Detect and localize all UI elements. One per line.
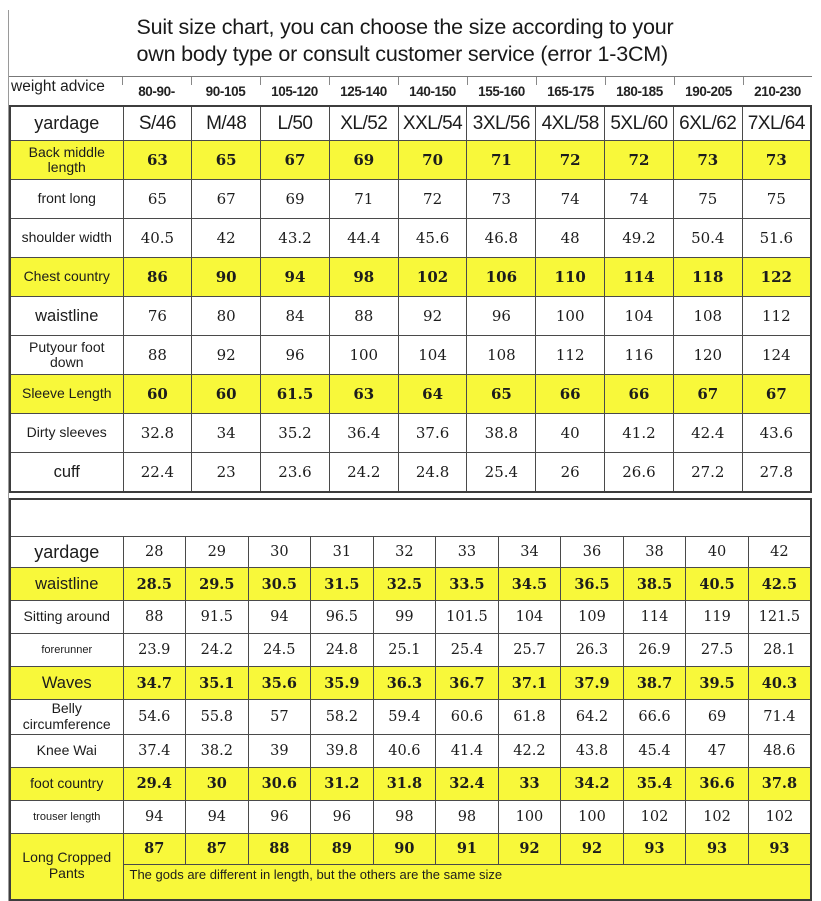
- table-cell: 26.6: [605, 453, 674, 493]
- table-cell: 66: [605, 375, 674, 414]
- spacer-cell: [10, 499, 811, 537]
- table-cell: 92: [398, 297, 467, 336]
- table-cell: 46.8: [467, 219, 536, 258]
- table-cell: 104: [605, 297, 674, 336]
- table-cell: 92: [192, 336, 261, 375]
- table-cell: 40.6: [373, 734, 436, 767]
- table-cell: 89: [311, 833, 374, 864]
- weight-value: 210-230: [743, 77, 812, 104]
- table-cell: 114: [605, 258, 674, 297]
- table-cell: 112: [536, 336, 605, 375]
- table-row: [10, 453, 811, 493]
- table-cell: 40: [536, 414, 605, 453]
- table-cell: 65: [123, 180, 192, 219]
- column-header: S/46: [123, 106, 192, 141]
- size-note: The gods are different in length, but the others are the same size: [123, 864, 811, 900]
- table-cell: 33.5: [436, 568, 499, 601]
- table-cell: 102: [748, 800, 811, 833]
- column-header: 42: [748, 537, 811, 568]
- table-cell: 44.4: [329, 219, 398, 258]
- column-header: 38: [623, 537, 686, 568]
- table-cell: 91.5: [186, 601, 249, 634]
- table-cell: 88: [248, 833, 311, 864]
- table-cell: 24.2: [329, 453, 398, 493]
- row-label: Knee Wai: [10, 734, 123, 767]
- table-cell: 93: [686, 833, 749, 864]
- table-cell: 24.5: [248, 634, 311, 667]
- table-cell: 25.4: [467, 453, 536, 493]
- column-header: 34: [498, 537, 561, 568]
- weight-value: 165-175: [536, 77, 605, 104]
- table-cell: 31.8: [373, 767, 436, 800]
- row-label: Putyour foot down: [10, 336, 123, 375]
- weight-value: 90-105: [191, 77, 260, 104]
- table-cell: 38.8: [467, 414, 536, 453]
- table-cell: 65: [467, 375, 536, 414]
- table-cell: 35.2: [261, 414, 330, 453]
- column-header: 28: [123, 537, 186, 568]
- table-cell: 87: [123, 833, 186, 864]
- table-cell: 69: [329, 141, 398, 180]
- table-cell: 59.4: [373, 700, 436, 734]
- weight-advice-label: weight advice: [11, 78, 105, 96]
- row-label: Belly circumference: [10, 700, 123, 734]
- column-header: M/48: [192, 106, 261, 141]
- table-cell: 102: [623, 800, 686, 833]
- table-cell: 37.8: [748, 767, 811, 800]
- table-cell: 66.6: [623, 700, 686, 734]
- table-cell: 75: [742, 180, 811, 219]
- column-header-label: yardage: [10, 537, 123, 568]
- table-cell: 27.8: [742, 453, 811, 493]
- table-cell: 36.6: [686, 767, 749, 800]
- row-label: cuff: [10, 453, 123, 493]
- table-cell: 26.9: [623, 634, 686, 667]
- table-cell: 96.5: [311, 601, 374, 634]
- table-cell: 23: [192, 453, 261, 493]
- table-cell: 27.2: [673, 453, 742, 493]
- table-row: [10, 568, 811, 601]
- table-cell: 87: [186, 833, 249, 864]
- table-cell: 88: [329, 297, 398, 336]
- table-cell: 92: [498, 833, 561, 864]
- column-header: 6XL/62: [673, 106, 742, 141]
- column-header: 29: [186, 537, 249, 568]
- table-cell: 41.2: [605, 414, 674, 453]
- table-cell: 32.8: [123, 414, 192, 453]
- table-cell: 42.2: [498, 734, 561, 767]
- table-cell: 47: [686, 734, 749, 767]
- table-cell: 63: [123, 141, 192, 180]
- table-cell: 60: [123, 375, 192, 414]
- column-header: 32: [373, 537, 436, 568]
- table-cell: 121.5: [748, 601, 811, 634]
- table-cell: 32.4: [436, 767, 499, 800]
- table-cell: 63: [329, 375, 398, 414]
- table-row: [10, 634, 811, 667]
- table-cell: 112: [742, 297, 811, 336]
- table-cell: 102: [686, 800, 749, 833]
- table-cell: 51.6: [742, 219, 811, 258]
- table-cell: 39: [248, 734, 311, 767]
- table-cell: 29.5: [186, 568, 249, 601]
- table-cell: 30: [186, 767, 249, 800]
- table-cell: 49.2: [605, 219, 674, 258]
- table-cell: 43.6: [742, 414, 811, 453]
- weight-advice-values: [122, 77, 812, 104]
- table-cell: 116: [605, 336, 674, 375]
- table-cell: 64: [398, 375, 467, 414]
- table-cell: 34: [192, 414, 261, 453]
- table-cell: 37.6: [398, 414, 467, 453]
- row-label: forerunner: [10, 634, 123, 667]
- table-cell: 60: [192, 375, 261, 414]
- table-cell: 67: [673, 375, 742, 414]
- table-cell: 35.9: [311, 667, 374, 700]
- table-row: [10, 414, 811, 453]
- table-row: [10, 700, 811, 734]
- row-label: Sitting around: [10, 601, 123, 634]
- weight-value: 140-150: [398, 77, 467, 104]
- table-cell: 54.6: [123, 700, 186, 734]
- row-label: Dirty sleeves: [10, 414, 123, 453]
- table-cell: 96: [311, 800, 374, 833]
- column-header: 40: [686, 537, 749, 568]
- table-cell: 109: [561, 601, 624, 634]
- table-cell: 67: [261, 141, 330, 180]
- table-cell: 100: [536, 297, 605, 336]
- table-cell: 110: [536, 258, 605, 297]
- table-cell: 96: [248, 800, 311, 833]
- table-cell: 37.4: [123, 734, 186, 767]
- column-header-label: yardage: [10, 106, 123, 141]
- weight-value: 180-185: [605, 77, 674, 104]
- table-cell: 94: [123, 800, 186, 833]
- table-cell: 28.5: [123, 568, 186, 601]
- table-cell: 31.2: [311, 767, 374, 800]
- table-cell: 25.4: [436, 634, 499, 667]
- row-label: Chest country: [10, 258, 123, 297]
- table-row: [10, 800, 811, 833]
- table-cell: 60.6: [436, 700, 499, 734]
- table-row: [10, 297, 811, 336]
- table-row: [10, 375, 811, 414]
- table-cell: 75: [673, 180, 742, 219]
- table-cell: 45.6: [398, 219, 467, 258]
- table-cell: 96: [261, 336, 330, 375]
- column-header: XXL/54: [398, 106, 467, 141]
- table-row: [10, 180, 811, 219]
- table-row: [10, 141, 811, 180]
- table-cell: 88: [123, 336, 192, 375]
- table-cell: 24.2: [186, 634, 249, 667]
- table-cell: 24.8: [311, 634, 374, 667]
- table-cell: 88: [123, 601, 186, 634]
- table-cell: 98: [436, 800, 499, 833]
- table-cell: 39.8: [311, 734, 374, 767]
- row-label: Long Cropped Pants: [10, 833, 123, 900]
- table-cell: 106: [467, 258, 536, 297]
- table-cell: 26.3: [561, 634, 624, 667]
- table-cell: 41.4: [436, 734, 499, 767]
- table-cell: 84: [261, 297, 330, 336]
- table-cell: 72: [398, 180, 467, 219]
- table-cell: 26: [536, 453, 605, 493]
- table-cell: 23.9: [123, 634, 186, 667]
- table-cell: 74: [536, 180, 605, 219]
- column-header: 3XL/56: [467, 106, 536, 141]
- table-cell: 61.5: [261, 375, 330, 414]
- note-row: [10, 864, 811, 900]
- header-row: [10, 537, 811, 568]
- table-cell: 67: [192, 180, 261, 219]
- table-cell: 61.8: [498, 700, 561, 734]
- table-cell: 93: [623, 833, 686, 864]
- table-row: [10, 258, 811, 297]
- table-cell: 36.7: [436, 667, 499, 700]
- weight-value: 190-205: [674, 77, 743, 104]
- row-label: Waves: [10, 667, 123, 700]
- table-cell: 58.2: [311, 700, 374, 734]
- table-cell: 38.5: [623, 568, 686, 601]
- table-row: [10, 734, 811, 767]
- table-cell: 104: [398, 336, 467, 375]
- table-cell: 72: [536, 141, 605, 180]
- table-cell: 122: [742, 258, 811, 297]
- table-cell: 71: [329, 180, 398, 219]
- table-cell: 118: [673, 258, 742, 297]
- table-cell: 33: [498, 767, 561, 800]
- table-cell: 38.7: [623, 667, 686, 700]
- table-cell: 94: [186, 800, 249, 833]
- table-cell: 100: [329, 336, 398, 375]
- table-cell: 80: [192, 297, 261, 336]
- weight-advice-row: [9, 76, 812, 104]
- table-cell: 100: [498, 800, 561, 833]
- table-cell: 43.2: [261, 219, 330, 258]
- table-cell: 40.5: [686, 568, 749, 601]
- table-cell: 74: [605, 180, 674, 219]
- table-cell: 38.2: [186, 734, 249, 767]
- column-header: XL/52: [329, 106, 398, 141]
- size-chart-sheet: [8, 10, 812, 901]
- table-cell: 102: [398, 258, 467, 297]
- table-cell: 114: [623, 601, 686, 634]
- table-cell: 50.4: [673, 219, 742, 258]
- table-cell: 64.2: [561, 700, 624, 734]
- table-cell: 28.1: [748, 634, 811, 667]
- jacket-size-table: [9, 105, 812, 493]
- table-row: [10, 667, 811, 700]
- table-cell: 93: [748, 833, 811, 864]
- table-cell: 32.5: [373, 568, 436, 601]
- table-cell: 24.8: [398, 453, 467, 493]
- table-cell: 37.1: [498, 667, 561, 700]
- table-cell: 29.4: [123, 767, 186, 800]
- table-cell: 57: [248, 700, 311, 734]
- pants-size-table: [9, 498, 812, 900]
- table-cell: 34.2: [561, 767, 624, 800]
- table-cell: 73: [742, 141, 811, 180]
- table-cell: 34.5: [498, 568, 561, 601]
- table-cell: 36.4: [329, 414, 398, 453]
- table-cell: 25.1: [373, 634, 436, 667]
- table-cell: 42: [192, 219, 261, 258]
- table-cell: 108: [467, 336, 536, 375]
- table-cell: 45.4: [623, 734, 686, 767]
- table-cell: 104: [498, 601, 561, 634]
- table-cell: 40.3: [748, 667, 811, 700]
- table-cell: 98: [373, 800, 436, 833]
- table-cell: 92: [561, 833, 624, 864]
- row-label: Back middle length: [10, 141, 123, 180]
- column-header: 30: [248, 537, 311, 568]
- column-header: L/50: [261, 106, 330, 141]
- row-label: waistline: [10, 297, 123, 336]
- table-cell: 40.5: [123, 219, 192, 258]
- table-cell: 119: [686, 601, 749, 634]
- table-cell: 66: [536, 375, 605, 414]
- table-cell: 94: [248, 601, 311, 634]
- table-cell: 124: [742, 336, 811, 375]
- table-cell: 73: [467, 180, 536, 219]
- table-cell: 72: [605, 141, 674, 180]
- table-cell: 39.5: [686, 667, 749, 700]
- table-cell: 36.5: [561, 568, 624, 601]
- column-header: 5XL/60: [605, 106, 674, 141]
- table-cell: 69: [686, 700, 749, 734]
- table-cell: 71: [467, 141, 536, 180]
- table-cell: 108: [673, 297, 742, 336]
- table-cell: 76: [123, 297, 192, 336]
- table-cell: 55.8: [186, 700, 249, 734]
- table-cell: 35.4: [623, 767, 686, 800]
- row-label: trouser length: [10, 800, 123, 833]
- table-cell: 120: [673, 336, 742, 375]
- table-cell: 31.5: [311, 568, 374, 601]
- table-cell: 73: [673, 141, 742, 180]
- column-header: 4XL/58: [536, 106, 605, 141]
- table-row: [10, 767, 811, 800]
- table-cell: 35.1: [186, 667, 249, 700]
- table-cell: 23.6: [261, 453, 330, 493]
- table-cell: 48.6: [748, 734, 811, 767]
- table-row: [10, 336, 811, 375]
- row-label: waistline: [10, 568, 123, 601]
- table-row: [10, 219, 811, 258]
- weight-value: 80-90-: [122, 77, 191, 104]
- weight-value: 155-160: [467, 77, 536, 104]
- table-cell: 99: [373, 601, 436, 634]
- table-cell: 36.3: [373, 667, 436, 700]
- table-cell: 98: [329, 258, 398, 297]
- table-cell: 67: [742, 375, 811, 414]
- row-label: front long: [10, 180, 123, 219]
- table-top-spacer: [10, 499, 811, 537]
- column-header: 7XL/64: [742, 106, 811, 141]
- header-row: [10, 106, 811, 141]
- column-header: 33: [436, 537, 499, 568]
- weight-value: 125-140: [329, 77, 398, 104]
- table-cell: 65: [192, 141, 261, 180]
- table-cell: 25.7: [498, 634, 561, 667]
- table-row: [10, 601, 811, 634]
- table-cell: 48: [536, 219, 605, 258]
- table-cell: 30.6: [248, 767, 311, 800]
- table-cell: 100: [561, 800, 624, 833]
- table-cell: 43.8: [561, 734, 624, 767]
- row-label: shoulder width: [10, 219, 123, 258]
- column-header: 31: [311, 537, 374, 568]
- column-header: 36: [561, 537, 624, 568]
- table-cell: 70: [398, 141, 467, 180]
- table-cell: 96: [467, 297, 536, 336]
- table-row: [10, 833, 811, 864]
- chart-title: Suit size chart, you can choose the size according to your own body type or consult customer service (error 1-3CM): [136, 15, 674, 66]
- row-label: Sleeve Length: [10, 375, 123, 414]
- table-cell: 34.7: [123, 667, 186, 700]
- table-cell: 69: [261, 180, 330, 219]
- table-cell: 91: [436, 833, 499, 864]
- table-cell: 42.4: [673, 414, 742, 453]
- table-cell: 71.4: [748, 700, 811, 734]
- table-cell: 27.5: [686, 634, 749, 667]
- table-cell: 94: [261, 258, 330, 297]
- table-cell: 35.6: [248, 667, 311, 700]
- table-cell: 42.5: [748, 568, 811, 601]
- table-cell: 90: [192, 258, 261, 297]
- table-cell: 30.5: [248, 568, 311, 601]
- table-cell: 101.5: [436, 601, 499, 634]
- table-cell: 37.9: [561, 667, 624, 700]
- table-cell: 22.4: [123, 453, 192, 493]
- table-cell: 86: [123, 258, 192, 297]
- row-label: foot country: [10, 767, 123, 800]
- weight-value: 105-120: [260, 77, 329, 104]
- table-cell: 90: [373, 833, 436, 864]
